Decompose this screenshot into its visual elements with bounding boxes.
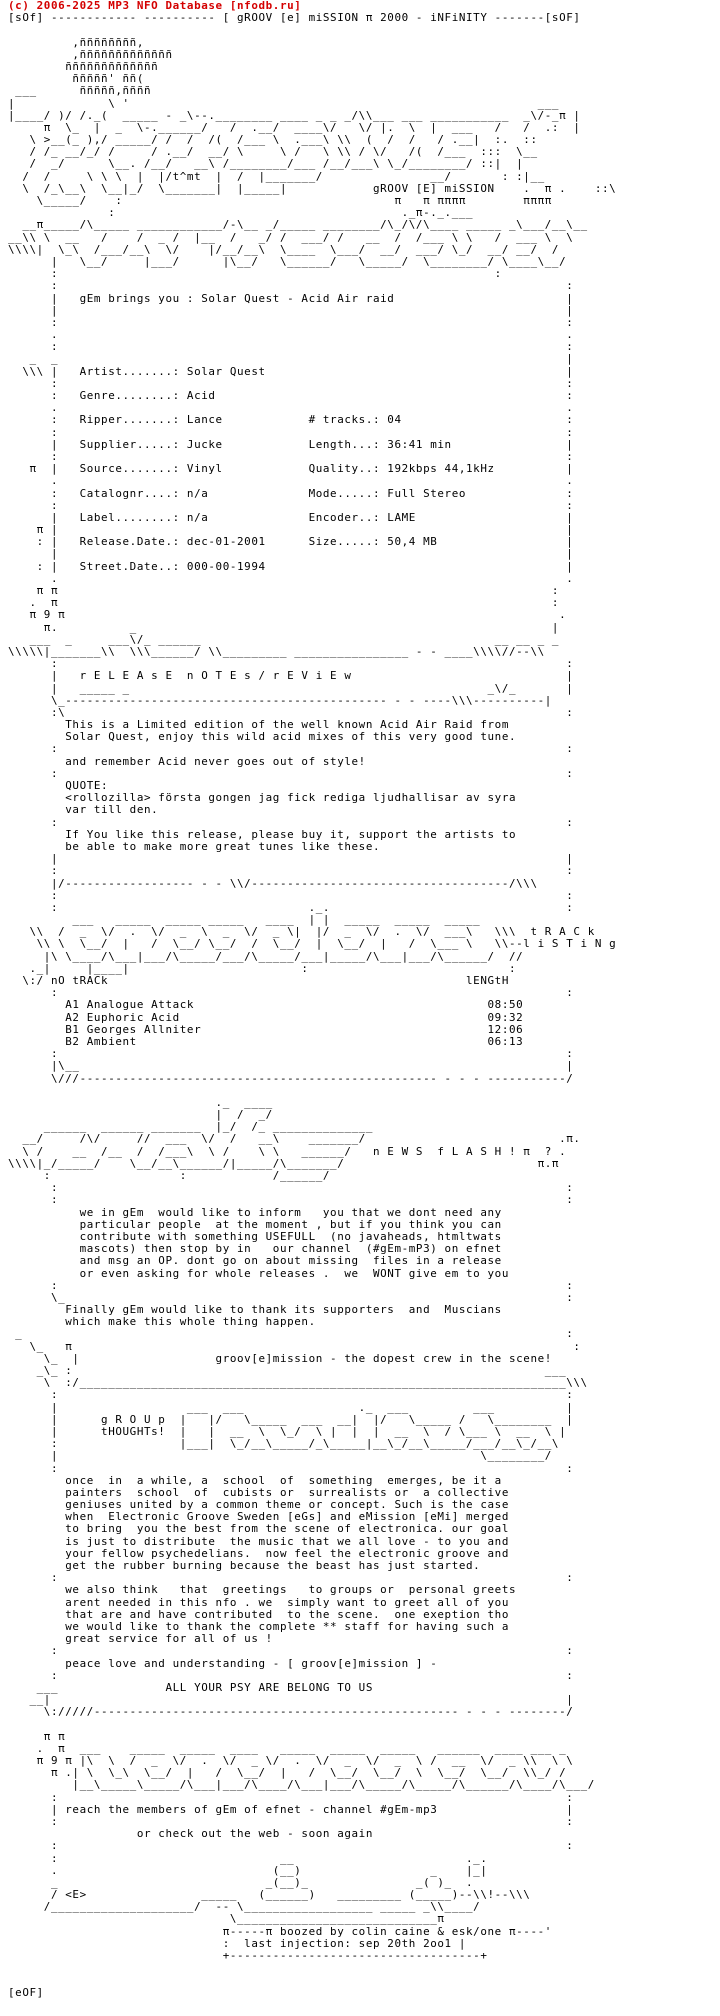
ascii-art-line: ___ _____ _____ _____ ____ | | _____ _____ _____ — [8, 913, 481, 927]
ascii-art-line: . π : — [8, 596, 560, 610]
ascii-art-line: | \ ' ___ — [8, 96, 560, 110]
nfo-text-line: or even asking for whole releases . we WONT give em to you — [8, 1266, 509, 1280]
nfo-text-line: great service for all of us ! — [8, 1632, 273, 1646]
nfo-text-line: we would like to thank the complete ** staff for having such a — [8, 1619, 509, 1633]
nfo-text-line: particular people at the moment , but if you think you can — [8, 1217, 502, 1231]
ascii-art-line — [8, 1718, 616, 1730]
nfo-text-line: your fellow psychedelians. now feel the electronic groove and — [8, 1546, 509, 1560]
ascii-art-line: π 9 π |\ \ / _ \/ . \/ _ \/ . \/ _ \/ _ \ / __ \/ _ \\ \ \ — [8, 1754, 574, 1767]
nfo-text-line: and remember Acid never goes out of style! — [8, 754, 366, 768]
ascii-art-line: |__\_____\_____/\___|___/\____/\___|___/\_____/\_____/\______/\____/\___/ — [8, 1778, 595, 1792]
nfo-text-line: which make this whole thing happen. — [8, 1315, 316, 1329]
nfo-text-line: B2 Ambient 06:13 — [8, 1034, 524, 1048]
nfo-text-line: QUOTE: — [8, 779, 109, 792]
ascii-art-line: \_ π : — [8, 1339, 581, 1353]
nfo-text-line: Solar Quest, enjoy this wild acid mixes of this very good tune. — [8, 730, 517, 744]
nfo-text-line: mascots) then stop by in our channel (#gEm-mP3) on efnet — [8, 1242, 502, 1256]
ascii-art-line: : : — [8, 315, 574, 329]
nfo-text-line: to bring you the best from the scene of electronica. our goal — [8, 1522, 509, 1536]
ascii-art-line: : : — [8, 888, 574, 902]
ascii-art-line: : : — [8, 1571, 574, 1585]
ascii-art-line: ______ ______ _______ |_/ /_ ______________ — [8, 1120, 373, 1134]
ascii-art-line: +-----------------------------------+ — [8, 1949, 488, 1962]
ascii-art-line: \\ \ \__/ | / \__/ \__/ / \__/ | \__/ | / \___ \ \\--l i S T i N g — [8, 937, 617, 951]
ascii-art-line: \\\\| \_\ /___/__\ \/ |/__/__\ \____ \___/ __/ ___/ \_/ __/ __/ / — [8, 242, 560, 256]
ascii-art-line: : : — [8, 864, 574, 878]
ascii-art-line: __\\ \ __ / / _ / |__ / _/ / ___/ / __ / /___ \ \ / ___ \ \ — [8, 230, 574, 244]
ascii-art-line: | _____ _ _\/_ | — [8, 681, 574, 695]
nfo-text-line: : last injection: sep 20th 2oo1 | — [8, 1936, 467, 1950]
ascii-art-line: : : — [8, 657, 574, 671]
ascii-art-line: : : — [8, 1047, 574, 1061]
ascii-art-line: : : — [8, 1181, 574, 1195]
ascii-art-line: π \_ | _ \-.______/ / .__/ ____\/ \/ |. \ | ___ / / .: | — [8, 120, 581, 134]
nfo-text-line: | reach the members of gEm of efnet - channel #gEm-mp3 | — [8, 1802, 574, 1816]
ascii-art-line: _ _(__)_ _( )_ . — [8, 1875, 474, 1889]
ascii-art-line: π .| \ \_\ \__/ | / \__/ | / \__/ \__/ \ \__/ \__/ \\_/ / — [8, 1766, 567, 1780]
ascii-art-line: . π ___ _____ _____ ____ _____ _____ _____ ______ ____ ___ _ — [8, 1741, 567, 1755]
nfo-document — [8, 0, 616, 1999]
ascii-art-line: | \________/ — [8, 1449, 552, 1463]
ascii-art-line: _ : — [8, 1327, 574, 1341]
ascii-art-line: | | — [8, 852, 574, 866]
nfo-text-line: we also think that greetings to groups or personal greets — [8, 1583, 517, 1597]
ascii-art-line: π | | — [8, 523, 574, 537]
ascii-art-line: : : — [8, 340, 574, 354]
nfo-text-line: once in a while, a school of something emerges, be it a — [8, 1473, 502, 1487]
ascii-art-line: \://///--------------------------------------------------- - - - --------/ — [8, 1705, 574, 1719]
ascii-art-line: \\ / _ \/ . \/ _ \ _ \/ _ \| |/ _ \/ . \/ ___\ \\\ t R A C k — [8, 925, 595, 939]
ascii-art-line: π. _ | — [8, 620, 560, 634]
ascii-art-line: : : — [8, 279, 574, 293]
ascii-art-line: . . — [8, 401, 574, 415]
nfo-text-line: [eOF] — [8, 1985, 44, 1999]
ascii-art-line: : : — [8, 766, 574, 780]
nfo-text-line: peace love and understanding - [ groov[e]mission ] - — [8, 1656, 438, 1670]
ascii-art-line: __| | — [8, 1693, 574, 1707]
ascii-art-line: _\_ : ___ — [8, 1364, 567, 1377]
nfo-text-line: be able to make more great tunes like these. — [8, 839, 381, 853]
nfo-text-line: \:/ nO tRACk lENGtH — [8, 974, 509, 987]
ascii-art-line: /____________________/ -- \__________________ _____ _\\____/ — [8, 1900, 481, 1914]
nfo-text-line: arent needed in this nfo . we simply want to greet all of you — [8, 1595, 509, 1609]
ascii-art-line: | \__/ |___/ |\__/ \______/ \_____/ \________/ \____\__/ — [8, 254, 567, 268]
nfo-text-line: | g R O U p | |/ \_____ ___ __| |/ \_____ / \________ | — [8, 1412, 574, 1426]
ascii-art-line: : : — [8, 1193, 574, 1207]
nfo-text-line: \\\ | Artist.......: Solar Quest | — [8, 364, 574, 378]
nfo-text-line: when Electronic Groove Sweden [eGs] and eMission [eMi] merged — [8, 1510, 509, 1524]
ascii-art-line: ___ _ ___\/_ ______ __ __ _ _ — [8, 632, 560, 646]
ascii-art-line: . . — [8, 328, 574, 342]
ascii-art-line: . (__) _ |_| — [8, 1863, 488, 1877]
ascii-art-line: |/------------------ - - \\/------------------------------------/\\\ — [8, 876, 538, 890]
credit-line[interactable]: (c) 2006-2025 MP3 NFO Database [nfodb.ru] — [8, 0, 302, 12]
nfo-text-line: : | Release.Date.: dec-01-2001 Size.....: 50,4 MB | — [8, 535, 574, 549]
ascii-art-line: . . — [8, 474, 574, 488]
nfo-text-line: If You like this release, please buy it, support the artists to — [8, 827, 517, 841]
ascii-art-line: π 9 π . — [8, 608, 567, 622]
ascii-art-line: : ._. : — [8, 900, 574, 914]
ascii-art-line: : : — [8, 1790, 574, 1804]
nfo-text-line: get the rubber burning because the beast has just started. — [8, 1559, 481, 1572]
ascii-art-line: \///-------------------------------------------------- - - - -----------/ — [8, 1071, 574, 1085]
ascii-art-line: | ___ ___ ._ ___ ___ | — [8, 1400, 574, 1414]
ascii-art-line: : : — [8, 498, 574, 512]
ascii-art-line: \_____/ : π π ππππ ππππ — [8, 194, 552, 207]
nfo-text-line: π | Source.......: Vinyl Quality..: 192kbps 44,1kHz | — [8, 462, 574, 476]
ascii-art-line: |\__ | — [8, 1059, 574, 1073]
ascii-art-line: : __ ._. — [8, 1851, 488, 1865]
ascii-art-line: \ :/____________________________________________________________________\\\ — [8, 1376, 588, 1390]
nfo-text-line: | Label........: n/a Encoder..: LAME | — [8, 510, 574, 524]
ascii-art-line: : : — [8, 1839, 574, 1853]
ascii-art-line: . . — [8, 571, 574, 585]
ascii-art-line: __/ /\/ // ___ \/ / __\ _______/ .π. — [8, 1132, 581, 1146]
ascii-art-line: :\ : — [8, 705, 574, 719]
nfo-text-line: \_ | groov[e]mission - the dopest crew in the scene! — [8, 1351, 552, 1365]
nfo-text-line: : Ripper.......: Lance # tracks.: 04 : — [8, 413, 574, 427]
nfo-text-line: B1 Georges Allniter 12:06 — [8, 1022, 524, 1036]
ascii-art-line: : : — [8, 1814, 574, 1828]
ascii-art-line: : : — [8, 425, 574, 439]
nfo-text-line: <rollozilla> första gongen jag fick rediga ljudhallisar av syra — [8, 791, 517, 805]
ascii-art-line: π π : — [8, 584, 560, 597]
ascii-art-line: \_ : — [8, 1290, 574, 1304]
ascii-art-line: : : — [8, 986, 574, 1000]
nfo-text-line: π-----π boozed by colin caine & esk/one π----' — [8, 1924, 552, 1938]
ascii-art-line: : : — [8, 1278, 574, 1292]
ascii-art-line: : : — [8, 376, 574, 390]
nfo-text-line: or check out the web - soon again — [8, 1827, 373, 1841]
ascii-art-line: ___ ñññññ,ññññ — [8, 84, 152, 98]
nfo-text-line: painters school of cubists or surrealists or a collective — [8, 1485, 509, 1499]
ascii-art-line: ñññññññññññññ — [8, 59, 159, 73]
nfo-text-line: | tHOUGHTs! | | __ \ \_/ \ | | | __ \ / \___ \ __ \ | — [8, 1424, 567, 1438]
ascii-art-line — [8, 1962, 616, 1974]
ascii-art-line: ._ ____ — [8, 1095, 273, 1109]
nfo-text-line: A1 Analogue Attack 08:50 — [8, 998, 524, 1012]
ascii-art-line: ,ññññññññ, — [8, 35, 144, 49]
nfo-text-line: is just to distribute the music that we all love - to you and — [8, 1534, 509, 1548]
nfo-lines — [8, 12, 616, 1999]
nfo-text-line: var till den. — [8, 803, 159, 817]
ascii-art-line: |____/ )/ /._( _____ - _\--.________ ____ _ _ _/\\___ ___ ___________ _\/-_π | — [8, 108, 581, 122]
nfo-text-line: | r E L E A s E n O T E s / r E V i E w | — [8, 669, 574, 683]
ascii-art-line: \\\\|_/_____/ \__/__\______/|_____/\_______/ π.π — [8, 1156, 560, 1170]
ascii-art-line: : : — [8, 1388, 574, 1402]
ascii-art-line: ._| |____| : : — [8, 961, 517, 975]
nfo-text-line: ___ ALL YOUR PSY ARE BELONG TO US — [8, 1680, 373, 1694]
nfo-text-line: contribute with something USEFULL (no javaheads, htmltwats — [8, 1229, 502, 1243]
nfo-text-line: | gEm brings you : Solar Quest - Acid Air raid | — [8, 291, 574, 305]
ascii-art-line: : : — [8, 449, 574, 463]
ascii-art-line: : : — [8, 1668, 574, 1682]
ascii-art-line: : : — [8, 1461, 574, 1475]
ascii-art-line: : : — [8, 267, 502, 281]
ascii-art-line: ,ñññññññññññññ — [8, 47, 173, 61]
ascii-art-line: : : — [8, 742, 574, 756]
ascii-art-line: : |___| \_/__\_____/_\_____|__\_/__\_____/___/__\_/__\ — [8, 1437, 560, 1451]
nfo-text-line: / <E> _____ (______) _________ (_____)--\\!--\\\ — [8, 1888, 531, 1902]
nfo-text-line: : Genre........: Acid : — [8, 389, 574, 402]
ascii-art-line: | | — [8, 303, 574, 317]
ascii-art-line: : ._π-._.___ — [8, 206, 474, 220]
nfo-text-line: geniuses united by a common theme or concept. Such is the case — [8, 1498, 509, 1512]
ascii-art-line: : : — [8, 815, 574, 829]
ascii-art-line — [8, 1974, 616, 1986]
ascii-art-line: \ /_\__\ \__|_/ \_______| |_____| gROOV [E] miSSION . π . ::\ — [8, 181, 617, 195]
ascii-art-line: : : — [8, 1644, 574, 1658]
nfo-text-line: : | Street.Date..: 000-00-1994 | — [8, 559, 574, 573]
nfo-text-line: Finally gEm would like to thank its supporters and Muscians — [8, 1303, 502, 1317]
ascii-art-line: / /_ __/_/ / / .__/ __/ \ \ / \ \\ / \/ /( /___ ::: \__ — [8, 145, 538, 159]
header-line: [sOf] ------------ ---------- [ gROOV [e] miSSION π 2000 - iNFiNITY -------[sOF] — [8, 11, 581, 25]
ascii-art-line: _ _ | — [8, 352, 574, 366]
nfo-text-line: | Supplier.....: Jucke Length...: 36:41 min | — [8, 437, 574, 451]
ascii-art-line — [8, 24, 616, 36]
nfo-text-line: This is a Limited edition of the well known Acid Air Raid from — [8, 718, 509, 732]
ascii-art-line: \ >__(_ ),/ _____/ / / /( /___ \ .___\ \\ ( / / / .__| :. :: — [8, 133, 538, 147]
ascii-art-line: π π — [8, 1729, 66, 1743]
ascii-art-line: / _/ \__. /__/ __\ /________/___ /__/___\ \_/________/ ::| | — [8, 157, 524, 171]
ascii-art-line: __π_____/\_____ ____________/-\__ _/_____ ________/\_/\/\____ _____ _\___/__\__ — [8, 218, 588, 232]
nfo-text-line: we in gEm would like to inform you that we dont need any — [8, 1205, 502, 1219]
ascii-art-line: \____________________________π — [8, 1912, 445, 1926]
ascii-art-line: : : /______/ — [8, 1169, 331, 1182]
ascii-art-line: | / _/ — [8, 1108, 273, 1122]
ascii-art-line: \_--------------------------------------------- - - ----\\\----------| — [8, 693, 552, 707]
nfo-text-line: \ / __ /__ / /___\ \ / \ \ ______/ n E W S f L A S H ! π ? . — [8, 1144, 567, 1158]
nfo-text-line: and msg an OP. dont go on about missing files in a release — [8, 1254, 502, 1268]
ascii-art-line: |\ \____/\___|___/\_____/___/\_____/___|_____/\___|___/\______/ // — [8, 949, 524, 963]
ascii-art-line: / / \ \ \ | |/t^mt | / |_______/ __/ : :|__ — [8, 169, 545, 183]
ascii-art-line: \\\\\|_______\\ \\\______/ \\_________ ________________ - - ____\\\\//--\\ — [8, 644, 545, 658]
ascii-art-line: ñññññ' ññ( — [8, 72, 144, 86]
nfo-text-line: that are and have contributed to the scene. one exeption tho — [8, 1607, 509, 1621]
nfo-text-line: A2 Euphoric Acid 09:32 — [8, 1010, 524, 1024]
ascii-art-line: | | — [8, 547, 574, 561]
nfo-text-line: : Catalognr....: n/a Mode.....: Full Stereo : — [8, 486, 574, 500]
